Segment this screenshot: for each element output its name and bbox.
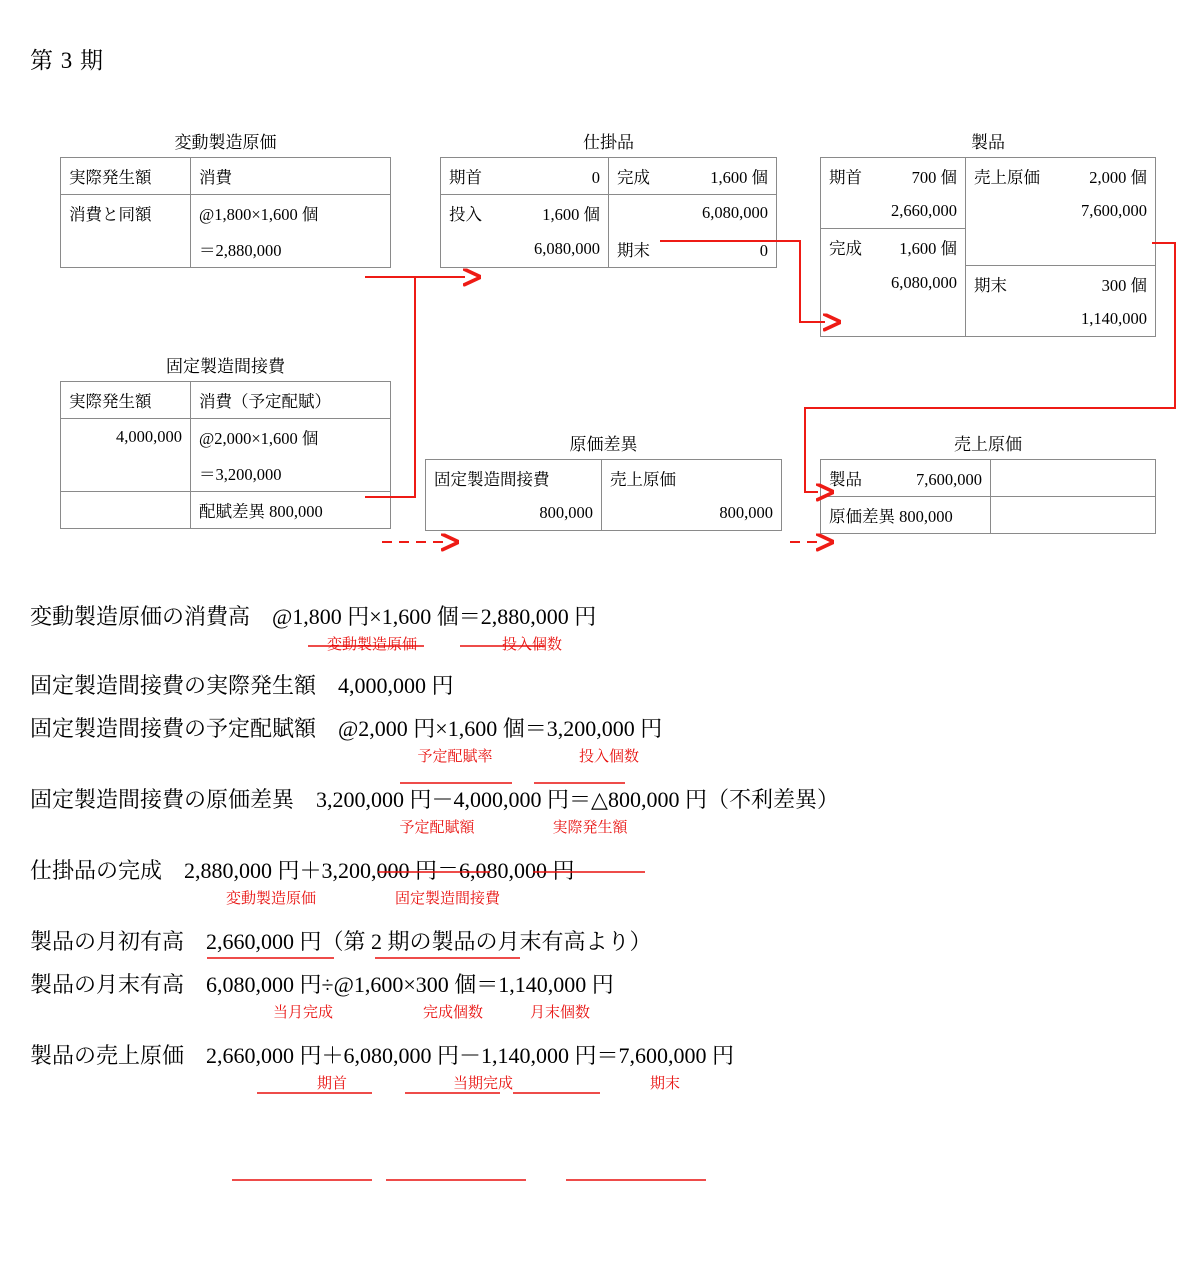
table-row [821,194,1156,229]
explanation-body: 4,000,000 円 [338,673,454,698]
explanation-body: @2,000 円×1,600 個＝3,200,000 円 [338,716,663,741]
value: 7,600,000 [916,470,982,489]
explanation-item [30,854,1180,913]
table-row [441,158,777,195]
annotation-text: 変動製造原価 [326,636,417,653]
annotation [400,745,510,766]
cell-blank [61,455,191,492]
table-row [821,302,1156,337]
label: 完成 [829,239,862,258]
account-fixed-overhead [60,352,391,529]
product-table [820,157,1156,337]
cell-variance-fixed-amount: 800,000 [426,496,602,531]
explanation-body: @1,800 円×1,600 個＝2,880,000 円 [272,604,597,629]
label: 期末 [974,275,1007,295]
annotation-text: 投入個数 [578,748,639,765]
cell-variance-fixed-label: 固定製造間接費 [426,460,602,497]
annotation [207,887,335,908]
fixed-overhead-table [60,381,391,529]
note-row [30,816,1180,842]
explanation-item [30,600,1180,659]
annotation-text: 期首 [316,1075,347,1092]
cell-variance-cogs-label: 売上原価 [602,460,782,497]
cell-blank [821,302,966,337]
annotation [258,1001,348,1022]
note-row [30,1072,1180,1098]
annotation [595,1072,735,1093]
annotation-text: 当月完成 [272,1004,333,1021]
table-row [821,460,1156,497]
explanation-lead: 製品の月末有高 [30,972,185,997]
explanation-lead: 製品の月初有高 [30,929,185,954]
annotation [308,633,436,654]
cell-variance: 配賦差異 800,000 [191,492,391,529]
table-row [426,460,782,497]
table-row [821,497,1156,534]
table-row [61,419,391,456]
cell-wip-input-amount: 6,080,000 [441,231,609,268]
account-caption: 製品 [971,133,1005,152]
value: 0 [591,168,600,187]
annotation-text: 固定製造間接費 [394,890,500,907]
note-row [30,633,1180,659]
cell-same-amount: 消費と同額 [61,195,191,232]
table-row [821,265,1156,302]
cell-cogs-product [821,460,991,497]
value: 2,000 個 [1089,168,1147,187]
annotation-text: 期末 [649,1075,680,1092]
value: 1,600 個 [542,205,600,224]
cell-blank [61,231,191,268]
annotation [262,1072,402,1093]
table-row [61,195,391,232]
explanation-body: 6,080,000 円÷@1,600×300 個＝1,140,000 円 [206,972,614,997]
table-row [821,158,1156,195]
annotation-text: 変動製造原価 [225,890,316,907]
label: 売上原価 [974,168,1040,187]
explanation-item [30,783,1180,842]
cell-actual-amount: 4,000,000 [61,419,191,456]
explanation-list [30,600,1180,1098]
label: 製品 [829,470,862,489]
table-row [61,455,391,492]
annotation [565,745,653,766]
cell-total: ＝2,880,000 [191,231,391,268]
cell-wip-begin [441,158,609,195]
note-row [30,1001,1180,1027]
cell-product-begin-amount: 2,660,000 [821,194,966,229]
explanation-item [30,712,1180,771]
annotation-text: 予定配賦額 [399,819,475,836]
table-row [441,195,777,232]
value: 700 個 [911,168,957,187]
wip-table [440,157,777,268]
cell-applied-label: 消費（予定配賦） [191,382,391,419]
page-title: 第 3 期 [30,48,104,73]
account-caption: 固定製造間接費 [166,357,285,376]
cell-cogs-variance: 原価差異 800,000 [821,497,991,534]
explanation-item [30,1039,1180,1098]
account-caption: 変動製造原価 [174,133,277,152]
annotation [382,816,492,837]
cell-wip-input [441,195,609,232]
annotation [515,1001,605,1022]
account-caption: 原価差異 [569,435,638,454]
cell-spacer [966,229,1156,266]
account-wip [440,128,777,268]
account-product [820,128,1156,337]
annotation-text: 予定配賦率 [417,748,493,765]
annotation-text: 実際発生額 [552,819,628,836]
cell-rate-qty: @1,800×1,600 個 [191,195,391,232]
label: 期首 [829,168,862,187]
explanation-body: 3,200,000 円－4,000,000 円＝△800,000 円（不利差異） [316,787,839,812]
cell-wip-end [609,231,777,268]
label: 投入 [449,205,482,224]
annotation [535,816,645,837]
explanation-body: 2,880,000 円＋3,200,000 円＝6,080,000 円 [184,858,575,883]
explanation-body: 2,660,000 円（第 2 期の製品の月末有高より） [206,929,652,954]
cell-wip-finished [609,158,777,195]
table-row [821,229,1156,266]
cell-product-end-amount: 1,140,000 [966,302,1156,337]
value: 1,600 個 [710,168,768,187]
annotation-text: 月末個数 [529,1004,590,1021]
table-row [426,496,782,531]
explanation-item [30,925,1180,956]
annotation [408,1001,498,1022]
table-row [61,158,391,195]
cell-cogs-amount: 7,600,000 [966,194,1156,229]
annotation [375,887,520,908]
note-row [30,887,1180,913]
cell-actual-label: 実際発生額 [61,382,191,419]
cell-wip-finished-amount: 6,080,000 [609,195,777,232]
account-caption: 仕掛品 [583,133,634,152]
cell-product-end [966,265,1156,302]
explanation-lead: 仕掛品の完成 [30,858,163,883]
explanation-lead: 固定製造間接費の実際発生額 [30,673,317,698]
account-variance [425,430,782,531]
explanation-lead: 製品の売上原価 [30,1043,185,1068]
cell-blank2 [61,492,191,529]
value: 1,600 個 [899,239,957,258]
annotation-text: 当期完成 [452,1075,513,1092]
cell-cogs-qty [966,158,1156,195]
explanation-lead: 固定製造間接費の原価差異 [30,787,295,812]
cell-variance-cogs-amount: 800,000 [602,496,782,531]
cell-product-begin [821,158,966,195]
account-variable-cost [60,128,391,268]
explanation-lead: 固定製造間接費の予定配賦額 [30,716,317,741]
variable-cost-table [60,157,391,268]
value: 0 [759,241,768,260]
cell-actual-label: 実際発生額 [61,158,191,195]
table-row [61,231,391,268]
explanation-item [30,669,1180,700]
cell-rate-qty: @2,000×1,600 個 [191,419,391,456]
cell-consumption-label: 消費 [191,158,391,195]
annotation [488,633,576,654]
cell-product-finished [821,229,966,266]
explanation-item [30,968,1180,1027]
label: 期首 [449,168,482,187]
table-row [441,231,777,268]
cogs-table [820,459,1156,534]
annotation-text: 完成個数 [422,1004,483,1021]
account-caption: 売上原価 [954,435,1022,454]
cell-cogs-blank [991,460,1156,497]
explanation-body: 2,660,000 円＋6,080,000 円－1,140,000 円＝7,600,000 円 [206,1043,735,1068]
annotation-text: 投入個数 [501,636,562,653]
annotation [413,1072,553,1093]
table-row [61,382,391,419]
cell-applied-total: ＝3,200,000 [191,455,391,492]
label: 完成 [617,168,650,187]
variance-table [425,459,782,531]
explanation-lead: 変動製造原価の消費高 [30,604,251,629]
value: 300 個 [1101,275,1147,295]
cell-cogs-blank2 [991,497,1156,534]
label: 期末 [617,241,650,260]
table-row [61,492,391,529]
cell-product-finished-amount: 6,080,000 [821,265,966,302]
account-cogs [820,430,1156,534]
note-row [30,745,1180,771]
